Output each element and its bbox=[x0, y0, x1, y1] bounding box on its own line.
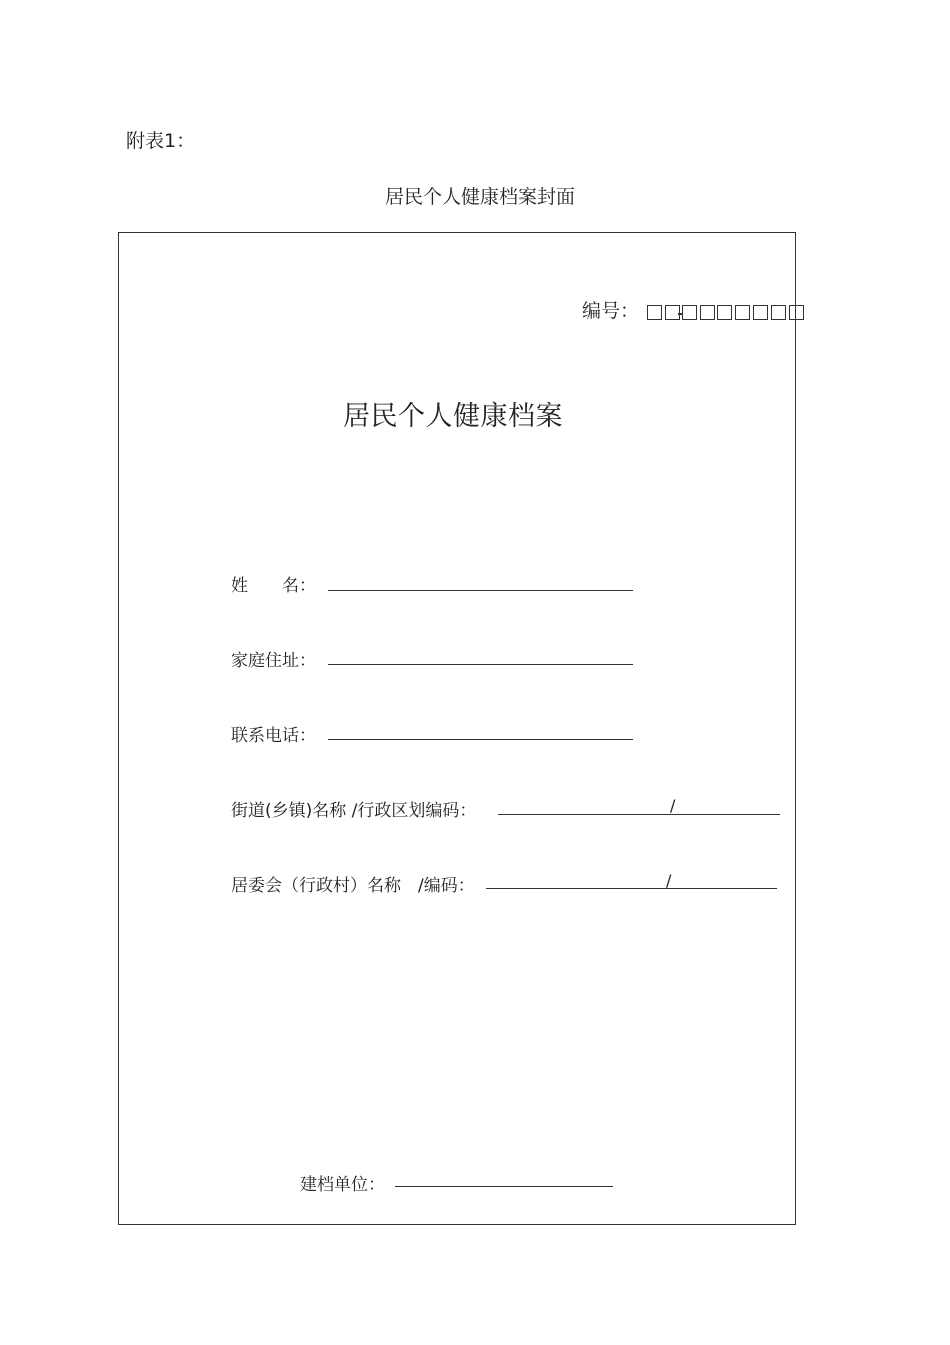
record-number-label: 编号： bbox=[582, 300, 640, 322]
street-label: 街道(乡镇)名称 /行政区划编码： bbox=[231, 801, 477, 821]
street-slash: / bbox=[670, 796, 676, 815]
phone-field[interactable] bbox=[328, 739, 633, 740]
appendix-label: 附表1： bbox=[126, 130, 196, 152]
number-box[interactable] bbox=[647, 305, 662, 320]
phone-label: 联系电话： bbox=[231, 726, 316, 746]
number-box[interactable] bbox=[717, 305, 732, 320]
name-field[interactable] bbox=[328, 590, 633, 591]
number-box[interactable] bbox=[700, 305, 715, 320]
committee-field[interactable] bbox=[486, 888, 777, 889]
number-box[interactable] bbox=[771, 305, 786, 320]
document-title: 居民个人健康档案 bbox=[343, 401, 563, 432]
unit-label: 建档单位： bbox=[300, 1175, 385, 1195]
address-field[interactable] bbox=[328, 664, 633, 665]
unit-field[interactable] bbox=[395, 1186, 613, 1187]
number-box[interactable] bbox=[665, 305, 680, 320]
cover-frame bbox=[118, 232, 796, 1225]
name-label: 姓 名： bbox=[231, 576, 316, 596]
number-dash bbox=[678, 313, 682, 315]
cover-title: 居民个人健康档案封面 bbox=[384, 186, 575, 208]
committee-label: 居委会（行政村）名称 /编码： bbox=[231, 876, 475, 896]
address-label: 家庭住址： bbox=[231, 651, 316, 671]
number-box[interactable] bbox=[735, 305, 750, 320]
number-box[interactable] bbox=[789, 305, 804, 320]
record-number bbox=[582, 296, 806, 323]
committee-slash: / bbox=[666, 871, 672, 890]
number-box[interactable] bbox=[753, 305, 768, 320]
number-box[interactable] bbox=[682, 305, 697, 320]
street-field[interactable] bbox=[498, 814, 780, 815]
record-number-boxes bbox=[647, 301, 806, 323]
